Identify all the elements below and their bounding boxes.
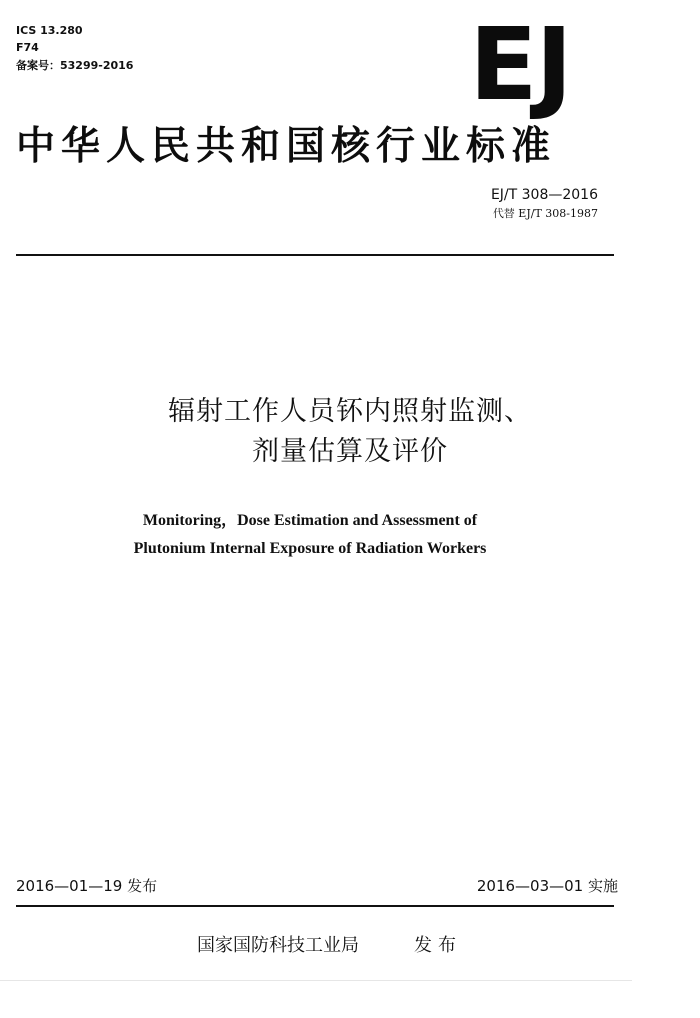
ej-logo: EJ [469, 6, 571, 123]
title-cn-line-1: 辐射工作人员钚内照射监测、 [168, 396, 532, 427]
document-title-cn [0, 392, 700, 472]
standard-title: 中华人民共和国核行业标准 [16, 124, 557, 169]
record-number: 备案号：53299-2016 [16, 59, 134, 72]
bottom-divider [16, 905, 614, 907]
classification-code: F74 [16, 41, 39, 54]
issue-date: 2016—01—19 发布 [16, 877, 158, 895]
implementation-date: 2016—03—01 实施 [476, 877, 618, 895]
publish-label: 发布 [414, 935, 462, 956]
title-cn-line-2: 剂量估算及评价 [252, 436, 448, 467]
title-en-line-1: Monitoring，Dose Estimation and Assessment of [142, 512, 478, 529]
standard-code: EJ/T 308—2016 [490, 187, 598, 203]
ics-code: ICS 13.280 [16, 24, 83, 37]
replaces-note: 代替 EJ/T 308-1987 [492, 207, 598, 220]
page-edge-line [0, 980, 632, 981]
publisher-name: 国家国防科技工业局 [197, 935, 359, 956]
top-divider [16, 254, 614, 256]
document-title-en [0, 507, 620, 563]
title-en-line-2: Plutonium Internal Exposure of Radiation Workers [133, 540, 487, 557]
